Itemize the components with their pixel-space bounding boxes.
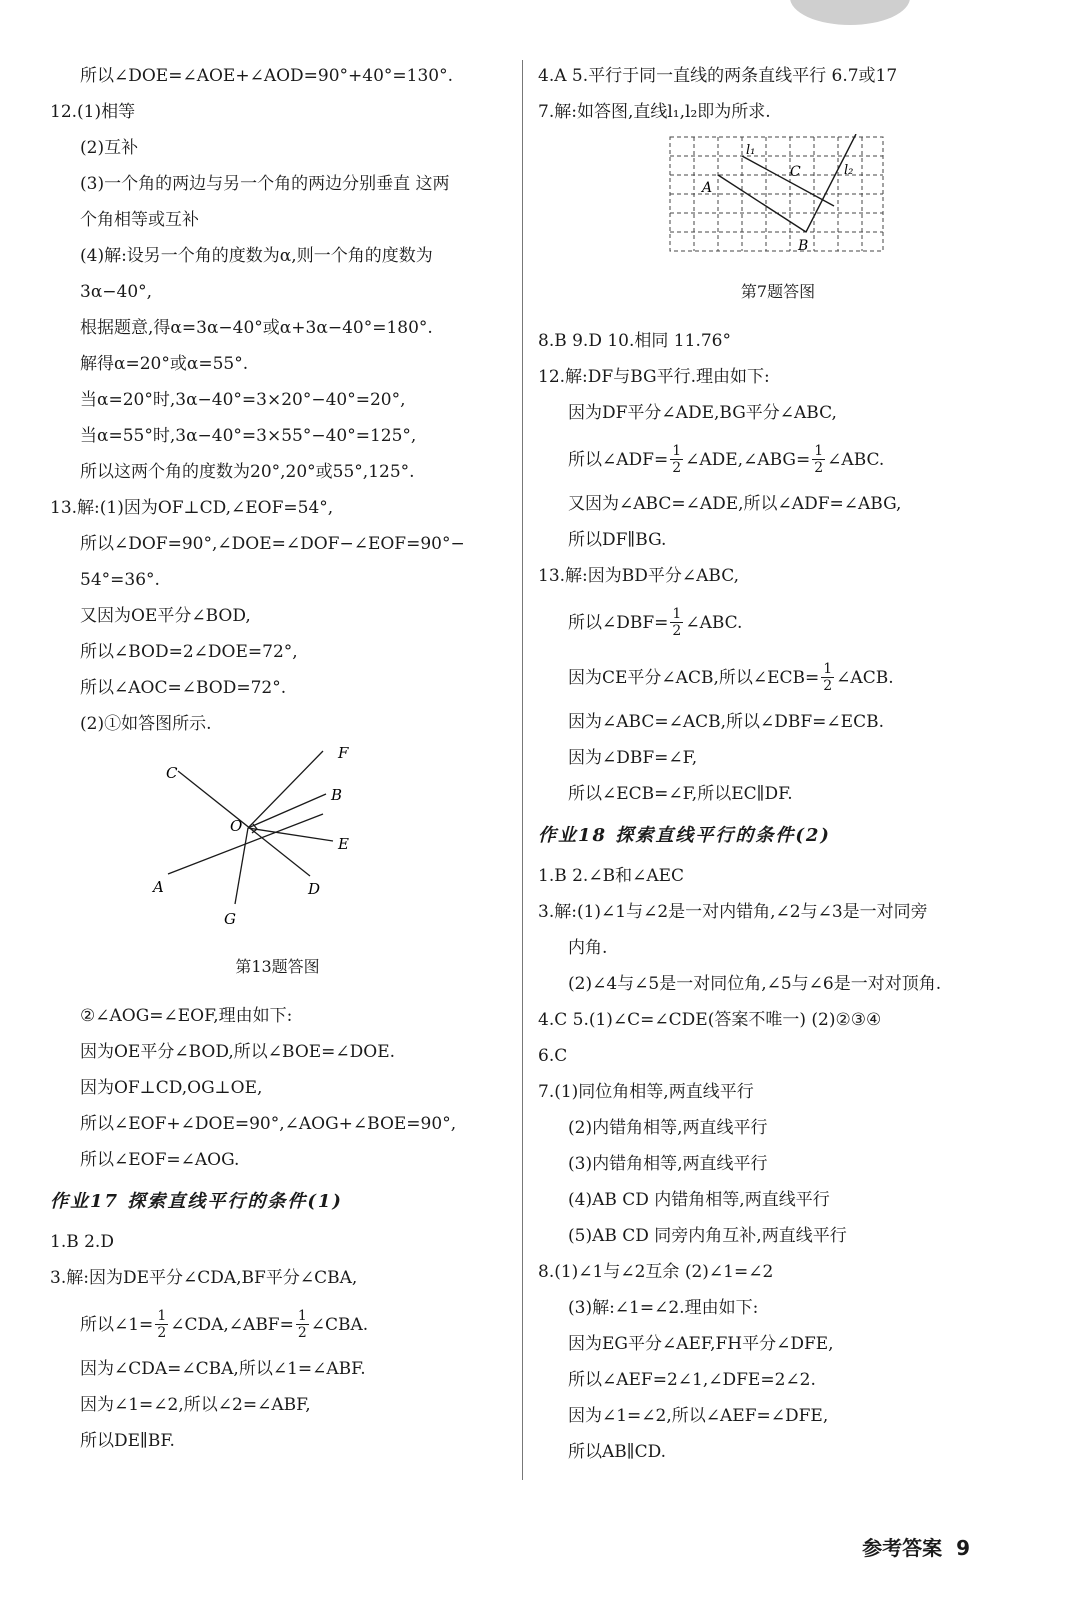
text-line: (2)内错角相等,两直线平行 [568,1118,768,1138]
fraction-denominator: 2 [814,460,824,476]
text-line: 因为OE平分∠BOD,所以∠BOE=∠DOE. [80,1042,396,1062]
fraction [670,606,683,639]
text-line: 因为∠ABC=∠ACB,所以∠DBF=∠ECB. [568,712,884,732]
text-segment: 因为CE平分∠ACB,所以∠ECB= [568,667,820,688]
fraction [155,1308,168,1341]
figure-13 [50,746,505,936]
figure-7 [538,134,1018,261]
text-line: 1.B 2.D [50,1232,114,1252]
text-line: 所以∠ECB=∠F,所以EC∥DF. [568,784,793,804]
text-line: 4.A 5.平行于同一直线的两条直线平行 6.7或17 [538,66,898,86]
text-segment: ∠CBA. [310,1314,369,1335]
text-line: 因为DF平分∠ADE,BG平分∠ABC, [568,403,837,423]
fraction-denominator: 2 [672,460,682,476]
text-segment: ∠CDA,∠ABF= [170,1314,294,1335]
fig7-label-l2: l₂ [844,163,854,178]
right-column [538,58,1018,1470]
text-line-with-fraction [538,594,1018,649]
text-line: (3)内错角相等,两直线平行 [568,1154,768,1174]
text-line: 又因为∠ABC=∠ADE,所以∠ADF=∠ABG, [568,494,902,514]
fig13-label-e: E [337,835,349,853]
text-line: 3.解:(1)∠1与∠2是一对内错角,∠2与∠3是一对同旁 [538,902,928,922]
fraction [296,1308,309,1341]
fig13-label-d: D [307,880,320,898]
page-number: 9 [956,1536,970,1560]
text-line: 12.解:DF与BG平行.理由如下: [538,367,770,387]
fraction [812,443,825,476]
text-line: 8.(1)∠1与∠2互余 (2)∠1=∠2 [538,1262,774,1282]
text-line-with-fraction [50,1296,505,1351]
fraction-denominator: 2 [157,1325,167,1341]
text-line: 因为∠1=∠2,所以∠2=∠ABF, [80,1395,311,1415]
text-line: 所以∠EOF+∠DOE=90°,∠AOG+∠BOE=90°, [80,1114,457,1134]
figure-7-diagram [668,134,888,256]
text-segment: ∠ACB. [836,667,894,688]
fig13-label-b: B [330,786,342,804]
column-divider [522,60,523,1480]
fraction-numerator: 1 [814,443,824,459]
text-segment: ∠ADE,∠ABG= [685,449,811,470]
text-line: 所以∠DOE=∠AOE+∠AOD=90°+40°=130°. [80,66,454,86]
fig7-label-l1: l₁ [746,143,756,158]
text-line: 解得α=20°或α=55°. [80,354,249,374]
text-line: (2)互补 [80,138,139,158]
text-line: 所以∠AEF=2∠1,∠DFE=2∠2. [568,1370,816,1390]
fraction [821,661,834,694]
text-line: (4)AB CD 内错角相等,两直线平行 [568,1190,830,1210]
fraction-numerator: 1 [672,443,682,459]
text-line: 13.解:(1)因为OF⊥CD,∠EOF=54°, [50,498,334,518]
fraction-numerator: 1 [672,606,682,622]
text-line: 因为EG平分∠AEF,FH平分∠DFE, [568,1334,834,1354]
text-line: (4)解:设另一个角的度数为α,则一个角的度数为 [80,246,433,266]
text-line: ②∠AOG=∠EOF,理由如下: [80,1006,293,1026]
text-line: 3.解:因为DE平分∠CDA,BF平分∠CBA, [50,1268,358,1288]
text-line: 又因为OE平分∠BOD, [80,606,251,626]
text-line: 个角相等或互补 [80,210,199,230]
fraction-denominator: 2 [297,1325,307,1341]
text-line: 所以∠BOD=2∠DOE=72°, [80,642,298,662]
text-line-with-fraction [538,649,1018,704]
text-line: 3α−40°, [80,282,153,302]
text-segment: 所以∠ADF= [568,449,669,470]
fraction-denominator: 2 [823,678,833,694]
text-line: 因为∠DBF=∠F, [568,748,698,768]
text-line: 7.(1)同位角相等,两直线平行 [538,1082,754,1102]
text-line: 因为OF⊥CD,OG⊥OE, [80,1078,263,1098]
text-line: 所以∠EOF=∠AOG. [80,1150,240,1170]
fig13-label-a: A [152,878,164,896]
text-line: (2)①如答图所示. [80,714,212,734]
text-line: (2)∠4与∠5是一对同位角,∠5与∠6是一对对顶角. [568,974,942,994]
section-heading-hw18: 作业18 探索直线平行的条件(2) [538,825,831,846]
text-line: 13.解:因为BD平分∠ABC, [538,566,740,586]
text-line: 内角. [568,938,608,958]
text-segment: 所以∠DBF= [568,612,669,633]
text-line: 根据题意,得α=3α−40°或α+3α−40°=180°. [80,318,433,338]
text-line: 所以这两个角的度数为20°,20°或55°,125°. [80,462,415,482]
fig13-label-f: F [337,746,348,762]
top-decoration [790,0,910,25]
text-line: 所以DE∥BF. [80,1431,175,1451]
text-line: 12.(1)相等 [50,102,136,122]
fig13-label-c: C [165,764,177,782]
fig13-label-o: O [229,817,242,835]
text-line: 因为∠1=∠2,所以∠AEF=∠DFE, [568,1406,829,1426]
fig7-label-a: A [702,180,713,196]
text-line: (3)解:∠1=∠2.理由如下: [568,1298,759,1318]
text-line: 54°=36°. [80,570,160,590]
figure-13-caption: 第13题答图 [235,957,320,976]
text-line: 因为∠CDA=∠CBA,所以∠1=∠ABF. [80,1359,366,1379]
text-line: 所以DF∥BG. [568,530,667,550]
text-line: 所以AB∥CD. [568,1442,667,1462]
fig7-label-b: B [798,238,809,254]
section-heading-hw17: 作业17 探索直线平行的条件(1) [50,1191,343,1212]
text-line: 4.C 5.(1)∠C=∠CDE(答案不唯一) (2)②③④ [538,1010,882,1030]
fig7-label-c: C [790,164,801,180]
fraction-numerator: 1 [823,661,833,677]
fraction-denominator: 2 [672,623,682,639]
text-line: 当α=20°时,3α−40°=3×20°−40°=20°, [80,390,406,410]
text-line-with-fraction [538,431,1018,486]
fraction [670,443,683,476]
footer-label: 参考答案 [862,1536,943,1560]
fig13-label-g: G [223,910,236,928]
figure-7-caption: 第7题答图 [740,282,816,301]
fraction-numerator: 1 [297,1308,307,1324]
text-segment: ∠ABC. [685,612,743,633]
text-line: (5)AB CD 同旁内角互补,两直线平行 [568,1226,847,1246]
figure-13-diagram [148,746,408,931]
text-line: 6.C [538,1046,568,1066]
text-segment: ∠ABC. [827,449,885,470]
left-column [50,58,505,1459]
page-footer [862,1532,970,1561]
text-line: 7.解:如答图,直线l₁,l₂即为所求. [538,102,771,122]
fraction-numerator: 1 [157,1308,167,1324]
text-line: 所以∠DOF=90°,∠DOE=∠DOF−∠EOF=90°− [80,534,465,554]
text-line: 所以∠AOC=∠BOD=72°. [80,678,287,698]
text-line: 当α=55°时,3α−40°=3×55°−40°=125°, [80,426,417,446]
text-line: 8.B 9.D 10.相同 11.76° [538,331,731,351]
text-line: (3)一个角的两边与另一个角的两边分别垂直 这两 [80,174,450,194]
text-segment: 所以∠1= [80,1314,154,1335]
text-line: 1.B 2.∠B和∠AEC [538,866,685,886]
